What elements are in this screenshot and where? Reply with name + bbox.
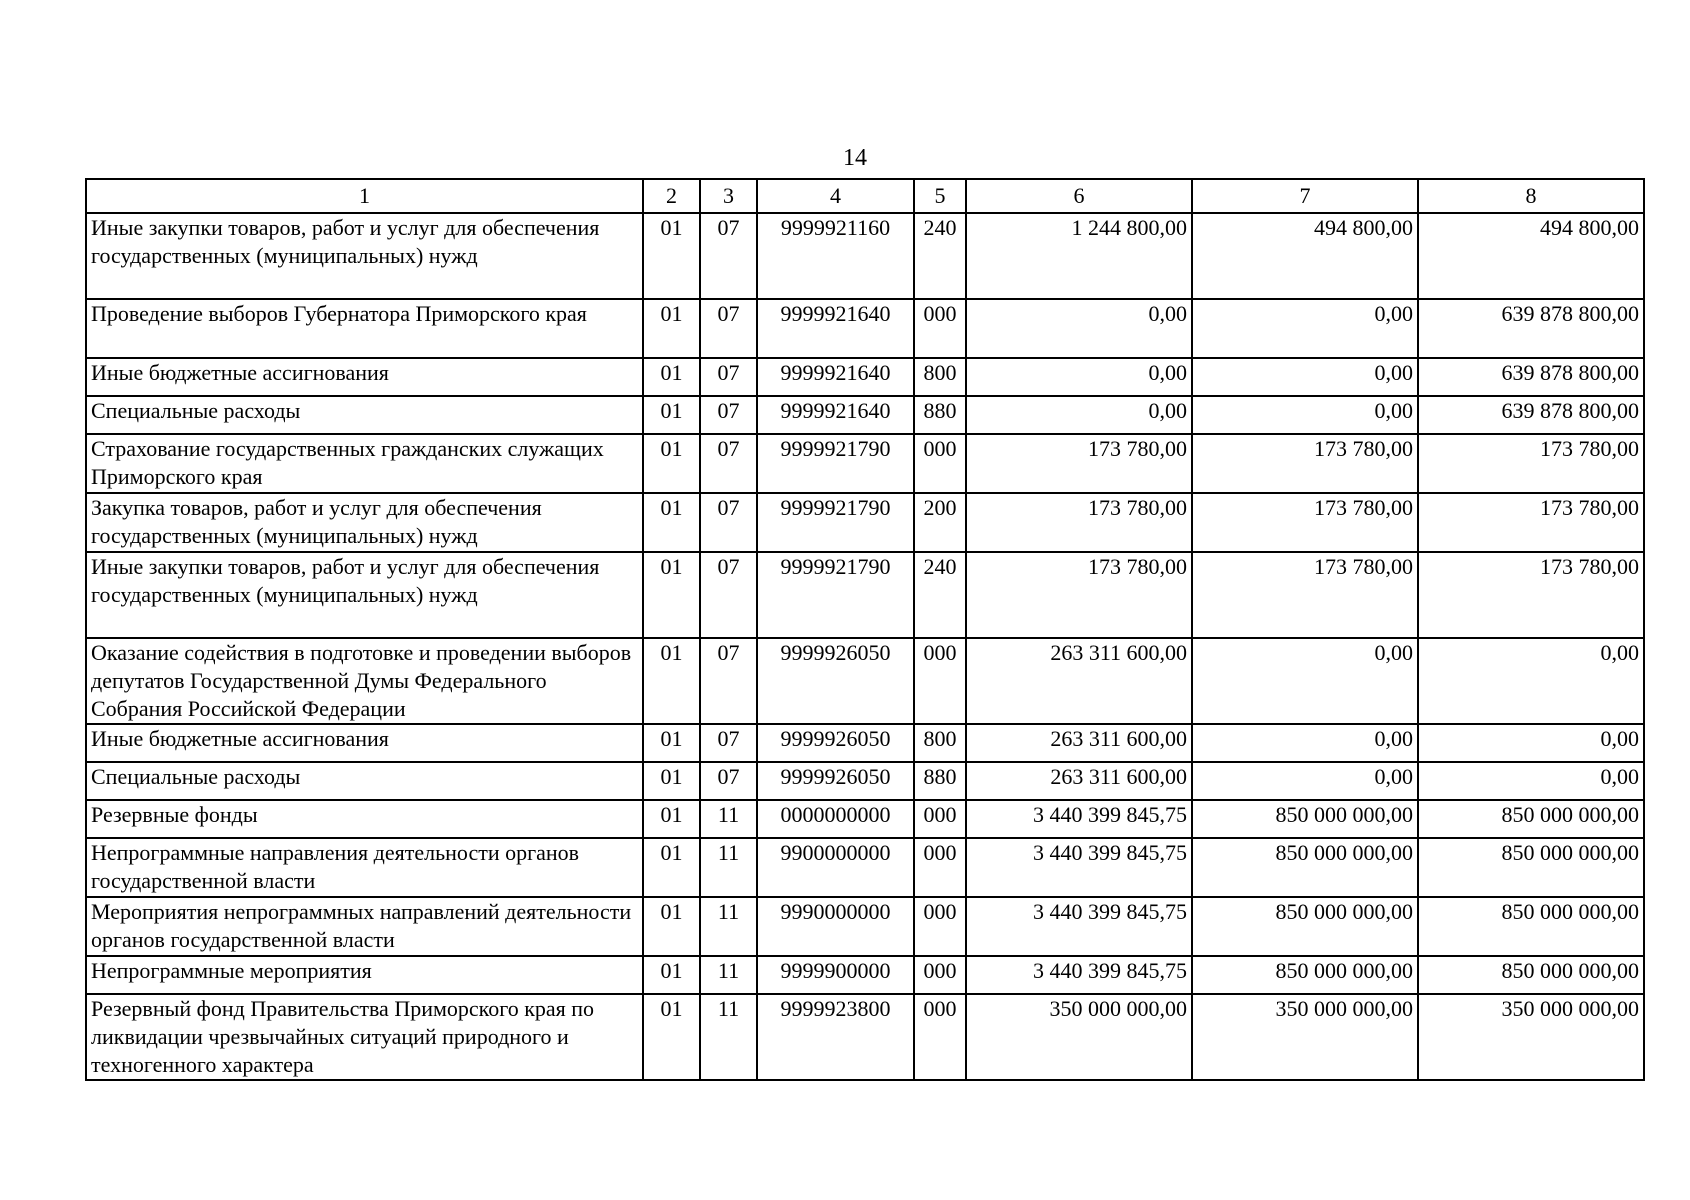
row-subsection: 11 bbox=[700, 994, 757, 1080]
row-amount-6: 0,00 bbox=[966, 299, 1192, 358]
table-row bbox=[86, 493, 1644, 552]
column-header: 1 bbox=[86, 179, 643, 213]
row-amount-8: 850 000 000,00 bbox=[1418, 838, 1644, 897]
row-name: Страхование государственных гражданских служащих Приморского края bbox=[86, 434, 643, 493]
row-subsection: 07 bbox=[700, 762, 757, 800]
row-amount-6: 3 440 399 845,75 bbox=[966, 956, 1192, 994]
row-amount-7: 494 800,00 bbox=[1192, 213, 1418, 299]
header-row bbox=[86, 179, 1644, 213]
table-row bbox=[86, 724, 1644, 762]
table-row bbox=[86, 800, 1644, 838]
row-amount-8: 850 000 000,00 bbox=[1418, 800, 1644, 838]
row-subsection: 07 bbox=[700, 552, 757, 638]
row-name: Оказание содействия в подготовке и проведении выборов депутатов Государственной Думы Федерального Собрания Российской Федерации bbox=[86, 638, 643, 724]
row-target-code: 9999926050 bbox=[757, 724, 914, 762]
row-expense-type: 880 bbox=[914, 396, 966, 434]
row-amount-8: 0,00 bbox=[1418, 724, 1644, 762]
table-row bbox=[86, 956, 1644, 994]
row-target-code: 9999921790 bbox=[757, 493, 914, 552]
row-amount-8: 0,00 bbox=[1418, 762, 1644, 800]
row-amount-8: 0,00 bbox=[1418, 638, 1644, 724]
row-expense-type: 000 bbox=[914, 800, 966, 838]
row-section: 01 bbox=[643, 994, 700, 1080]
table-row bbox=[86, 838, 1644, 897]
row-amount-6: 1 244 800,00 bbox=[966, 213, 1192, 299]
row-subsection: 07 bbox=[700, 638, 757, 724]
page-number: 14 bbox=[843, 145, 867, 171]
row-amount-8: 173 780,00 bbox=[1418, 434, 1644, 493]
row-name: Иные бюджетные ассигнования bbox=[86, 724, 643, 762]
row-subsection: 11 bbox=[700, 800, 757, 838]
row-name: Специальные расходы bbox=[86, 762, 643, 800]
row-amount-7: 173 780,00 bbox=[1192, 434, 1418, 493]
row-subsection: 07 bbox=[700, 213, 757, 299]
row-section: 01 bbox=[643, 299, 700, 358]
row-amount-6: 263 311 600,00 bbox=[966, 724, 1192, 762]
row-subsection: 11 bbox=[700, 956, 757, 994]
row-name: Иные закупки товаров, работ и услуг для обеспечения государственных (муниципальных) нужд bbox=[86, 213, 643, 299]
row-amount-7: 850 000 000,00 bbox=[1192, 956, 1418, 994]
row-amount-8: 639 878 800,00 bbox=[1418, 299, 1644, 358]
row-section: 01 bbox=[643, 800, 700, 838]
column-header: 4 bbox=[757, 179, 914, 213]
table-row bbox=[86, 762, 1644, 800]
row-amount-7: 850 000 000,00 bbox=[1192, 897, 1418, 956]
row-section: 01 bbox=[643, 638, 700, 724]
row-expense-type: 240 bbox=[914, 552, 966, 638]
row-amount-8: 850 000 000,00 bbox=[1418, 897, 1644, 956]
row-amount-7: 350 000 000,00 bbox=[1192, 994, 1418, 1080]
row-subsection: 07 bbox=[700, 358, 757, 396]
table-row bbox=[86, 299, 1644, 358]
row-expense-type: 000 bbox=[914, 299, 966, 358]
row-amount-8: 494 800,00 bbox=[1418, 213, 1644, 299]
table-row bbox=[86, 638, 1644, 724]
row-name: Специальные расходы bbox=[86, 396, 643, 434]
row-name: Мероприятия непрограммных направлений деятельности органов государственной власти bbox=[86, 897, 643, 956]
row-expense-type: 000 bbox=[914, 638, 966, 724]
row-section: 01 bbox=[643, 434, 700, 493]
row-amount-7: 850 000 000,00 bbox=[1192, 800, 1418, 838]
row-name: Иные закупки товаров, работ и услуг для обеспечения государственных (муниципальных) нужд bbox=[86, 552, 643, 638]
row-amount-7: 173 780,00 bbox=[1192, 493, 1418, 552]
row-target-code: 9999921640 bbox=[757, 299, 914, 358]
row-amount-7: 173 780,00 bbox=[1192, 552, 1418, 638]
row-expense-type: 200 bbox=[914, 493, 966, 552]
row-amount-8: 173 780,00 bbox=[1418, 493, 1644, 552]
row-expense-type: 000 bbox=[914, 434, 966, 493]
row-target-code: 9999900000 bbox=[757, 956, 914, 994]
row-amount-7: 0,00 bbox=[1192, 638, 1418, 724]
row-target-code: 9999926050 bbox=[757, 638, 914, 724]
column-header: 2 bbox=[643, 179, 700, 213]
row-name: Непрограммные направления деятельности органов государственной власти bbox=[86, 838, 643, 897]
row-amount-6: 3 440 399 845,75 bbox=[966, 897, 1192, 956]
row-amount-6: 3 440 399 845,75 bbox=[966, 838, 1192, 897]
budget-table bbox=[85, 178, 1645, 1081]
row-subsection: 07 bbox=[700, 493, 757, 552]
row-amount-6: 263 311 600,00 bbox=[966, 638, 1192, 724]
row-amount-7: 0,00 bbox=[1192, 358, 1418, 396]
column-header: 5 bbox=[914, 179, 966, 213]
row-name: Непрограммные мероприятия bbox=[86, 956, 643, 994]
row-name: Иные бюджетные ассигнования bbox=[86, 358, 643, 396]
row-expense-type: 800 bbox=[914, 358, 966, 396]
column-header: 6 bbox=[966, 179, 1192, 213]
row-amount-6: 0,00 bbox=[966, 358, 1192, 396]
row-amount-6: 263 311 600,00 bbox=[966, 762, 1192, 800]
row-expense-type: 880 bbox=[914, 762, 966, 800]
table-row bbox=[86, 396, 1644, 434]
row-target-code: 9999921640 bbox=[757, 396, 914, 434]
row-target-code: 9999926050 bbox=[757, 762, 914, 800]
row-expense-type: 800 bbox=[914, 724, 966, 762]
table-row bbox=[86, 213, 1644, 299]
row-section: 01 bbox=[643, 724, 700, 762]
row-amount-6: 3 440 399 845,75 bbox=[966, 800, 1192, 838]
table-row bbox=[86, 358, 1644, 396]
row-section: 01 bbox=[643, 213, 700, 299]
row-expense-type: 000 bbox=[914, 897, 966, 956]
table-row bbox=[86, 434, 1644, 493]
row-section: 01 bbox=[643, 956, 700, 994]
row-expense-type: 000 bbox=[914, 956, 966, 994]
row-expense-type: 000 bbox=[914, 994, 966, 1080]
table-row bbox=[86, 994, 1644, 1080]
row-amount-7: 0,00 bbox=[1192, 396, 1418, 434]
row-subsection: 07 bbox=[700, 434, 757, 493]
row-target-code: 9999923800 bbox=[757, 994, 914, 1080]
row-amount-8: 850 000 000,00 bbox=[1418, 956, 1644, 994]
row-section: 01 bbox=[643, 897, 700, 956]
row-amount-7: 0,00 bbox=[1192, 762, 1418, 800]
row-subsection: 07 bbox=[700, 724, 757, 762]
row-amount-6: 173 780,00 bbox=[966, 552, 1192, 638]
table-row bbox=[86, 897, 1644, 956]
table-row bbox=[86, 552, 1644, 638]
row-section: 01 bbox=[643, 358, 700, 396]
row-target-code: 9999921790 bbox=[757, 552, 914, 638]
row-amount-8: 639 878 800,00 bbox=[1418, 396, 1644, 434]
row-amount-8: 173 780,00 bbox=[1418, 552, 1644, 638]
row-target-code: 9999921160 bbox=[757, 213, 914, 299]
row-subsection: 11 bbox=[700, 838, 757, 897]
row-amount-7: 0,00 bbox=[1192, 724, 1418, 762]
row-target-code: 9900000000 bbox=[757, 838, 914, 897]
row-expense-type: 000 bbox=[914, 838, 966, 897]
row-target-code: 9999921790 bbox=[757, 434, 914, 493]
row-section: 01 bbox=[643, 762, 700, 800]
column-header: 3 bbox=[700, 179, 757, 213]
row-subsection: 07 bbox=[700, 299, 757, 358]
row-name: Закупка товаров, работ и услуг для обеспечения государственных (муниципальных) нужд bbox=[86, 493, 643, 552]
row-subsection: 07 bbox=[700, 396, 757, 434]
row-subsection: 11 bbox=[700, 897, 757, 956]
row-amount-6: 173 780,00 bbox=[966, 493, 1192, 552]
row-section: 01 bbox=[643, 396, 700, 434]
row-target-code: 9990000000 bbox=[757, 897, 914, 956]
row-name: Резервные фонды bbox=[86, 800, 643, 838]
row-amount-6: 173 780,00 bbox=[966, 434, 1192, 493]
row-amount-8: 639 878 800,00 bbox=[1418, 358, 1644, 396]
row-amount-7: 850 000 000,00 bbox=[1192, 838, 1418, 897]
row-name: Резервный фонд Правительства Приморского края по ликвидации чрезвычайных ситуаций природного и техногенного характера bbox=[86, 994, 643, 1080]
row-section: 01 bbox=[643, 493, 700, 552]
column-header: 8 bbox=[1418, 179, 1644, 213]
row-name: Проведение выборов Губернатора Приморского края bbox=[86, 299, 643, 358]
row-target-code: 0000000000 bbox=[757, 800, 914, 838]
row-amount-6: 350 000 000,00 bbox=[966, 994, 1192, 1080]
row-amount-6: 0,00 bbox=[966, 396, 1192, 434]
row-section: 01 bbox=[643, 838, 700, 897]
row-amount-7: 0,00 bbox=[1192, 299, 1418, 358]
row-expense-type: 240 bbox=[914, 213, 966, 299]
row-amount-8: 350 000 000,00 bbox=[1418, 994, 1644, 1080]
row-section: 01 bbox=[643, 552, 700, 638]
column-header: 7 bbox=[1192, 179, 1418, 213]
row-target-code: 9999921640 bbox=[757, 358, 914, 396]
